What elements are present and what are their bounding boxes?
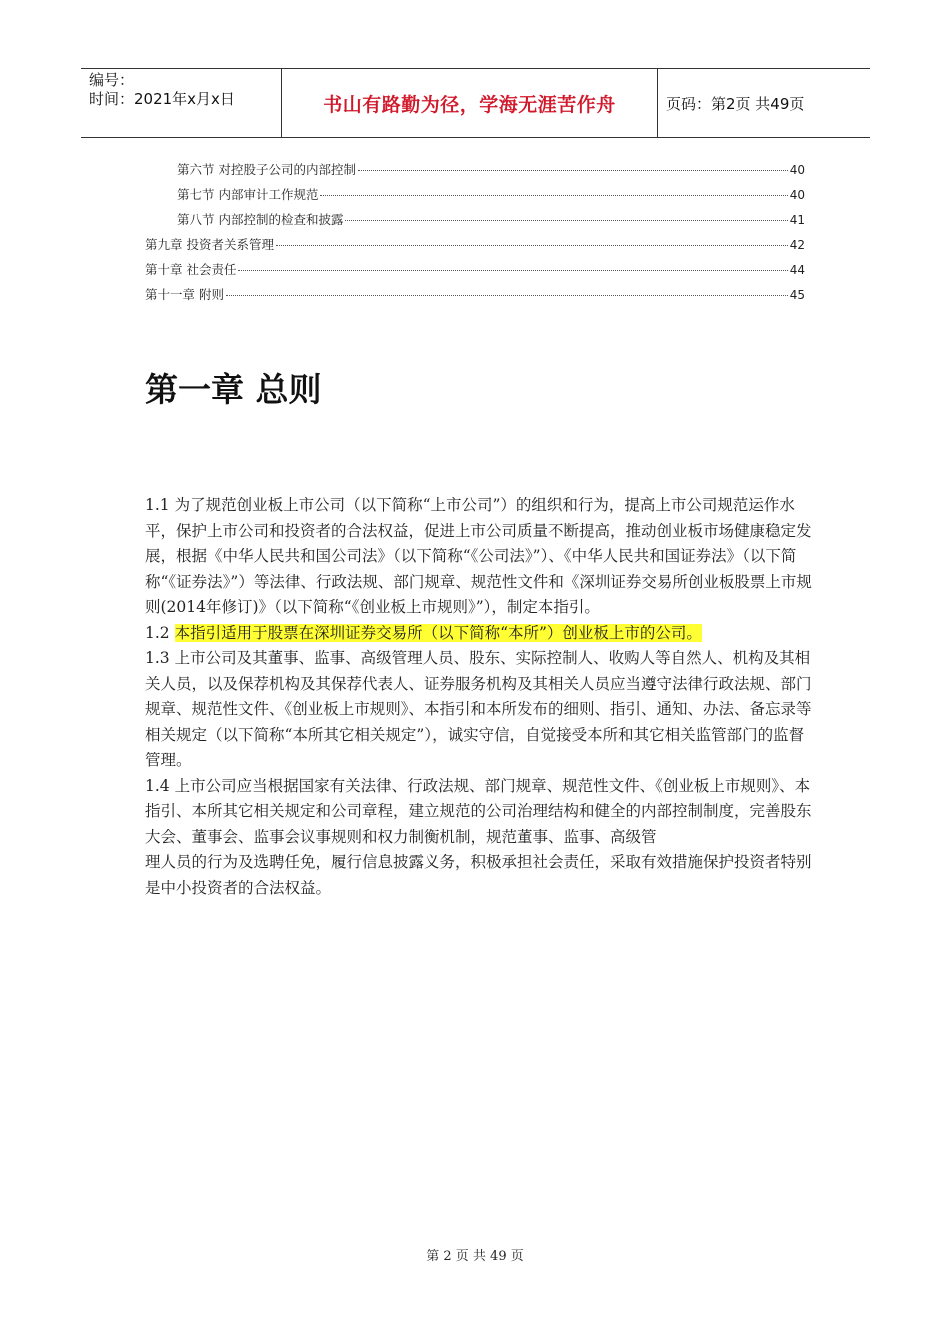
header-meta: [81, 69, 282, 137]
paragraph-1-2: [145, 621, 813, 647]
document-body: [145, 493, 813, 901]
toc-entry-page: 44: [789, 263, 805, 277]
page-footer: 第 2 页 共 49 页: [426, 1249, 524, 1264]
toc-leader-dots: [320, 195, 787, 196]
toc-leader-dots: [238, 270, 787, 271]
toc-entry-page: 40: [789, 163, 805, 177]
toc-entry-page: 41: [789, 213, 805, 227]
toc-entry-page: 42: [789, 238, 805, 252]
toc-entry-page: 40: [789, 188, 805, 202]
document-number-label: 编号：: [89, 71, 135, 89]
toc-entry-page: 45: [789, 288, 805, 302]
paragraph-1-3: 1.3 上市公司及其董事、监事、高级管理人员、股东、实际控制人、收购人等自然人、机构及其相关人员，以及保荐机构及其保荐代表人、证券服务机构及其相关人员应当遵守法律行政法规、部门规章、规范性文件、《创业板上市规则》、本指引和本所发布的细则、指引、通知、办法、备忘录等相关规定（以下简称“本所其它相关规定”），诚实守信，自觉接受本所和其它相关监管部门的监督管理。: [145, 649, 812, 769]
toc-entry-label: 第八节 内部控制的检查和披露: [177, 212, 344, 227]
toc-leader-dots: [276, 245, 788, 246]
toc-entry[interactable]: [145, 185, 805, 210]
toc-entry-label: 第六节 对控股子公司的内部控制: [177, 162, 356, 177]
header-motto: 书山有路勤为径，学海无涯苦作舟: [282, 69, 658, 137]
toc-entry-label: 第十章 社会责任: [145, 262, 237, 277]
toc-entry[interactable]: [145, 160, 805, 185]
table-of-contents: [145, 160, 805, 310]
toc-entry[interactable]: [145, 285, 805, 310]
paragraph-1-4-part-1: 1.4 上市公司应当根据国家有关法律、行政法规、部门规章、规范性文件、《创业板上市规则》、本指引、本所其它相关规定和公司章程，建立规范的公司治理结构和健全的内部控制制度，完善股东大会、董事会、监事会议事规则和权力制衡机制，规范董事、监事、高级管: [145, 776, 812, 846]
paragraph-1-1: 1.1 为了规范创业板上市公司（以下简称“上市公司”）的组织和行为，提高上市公司规范运作水平，保护上市公司和投资者的合法权益，促进上市公司质量不断提高，推动创业板市场健康稳定发展，根据《中华人民共和国公司法》（以下简称“《公司法》”）、《中华人民共和国证券法》（以下简称“《证券法》”）等法律、行政法规、部门规章、规范性文件和《深圳证券交易所创业板股票上市规则(2014年修订)》（以下简称“《创业板上市规则》”），制定本指引。: [145, 496, 812, 616]
document-header: [81, 68, 870, 138]
toc-entry[interactable]: [145, 210, 805, 235]
toc-leader-dots: [358, 170, 788, 171]
toc-entry[interactable]: [145, 235, 805, 260]
toc-entry-label: 第十一章 附则: [145, 287, 224, 302]
paragraph-1-4-part-2: 理人员的行为及选聘任免，履行信息披露义务，积极承担社会责任，采取有效措施保护投资者特别是中小投资者的合法权益。: [145, 853, 812, 897]
chapter-title: 第一章 总则: [145, 370, 322, 409]
header-page-info: 页码：第2页 共49页: [666, 94, 805, 113]
toc-entry-label: 第七节 内部审计工作规范: [177, 187, 319, 202]
toc-leader-dots: [226, 295, 788, 296]
toc-entry[interactable]: [145, 260, 805, 285]
toc-entry-label: 第九章 投资者关系管理: [145, 237, 274, 252]
toc-leader-dots: [345, 220, 787, 221]
paragraph-number: 1.2: [145, 623, 175, 642]
highlighted-text: 本指引适用于股票在深圳证券交易所（以下简称“本所”）创业板上市的公司。: [174, 623, 702, 642]
document-time-label: 时间：2021年x月x日: [89, 90, 235, 108]
